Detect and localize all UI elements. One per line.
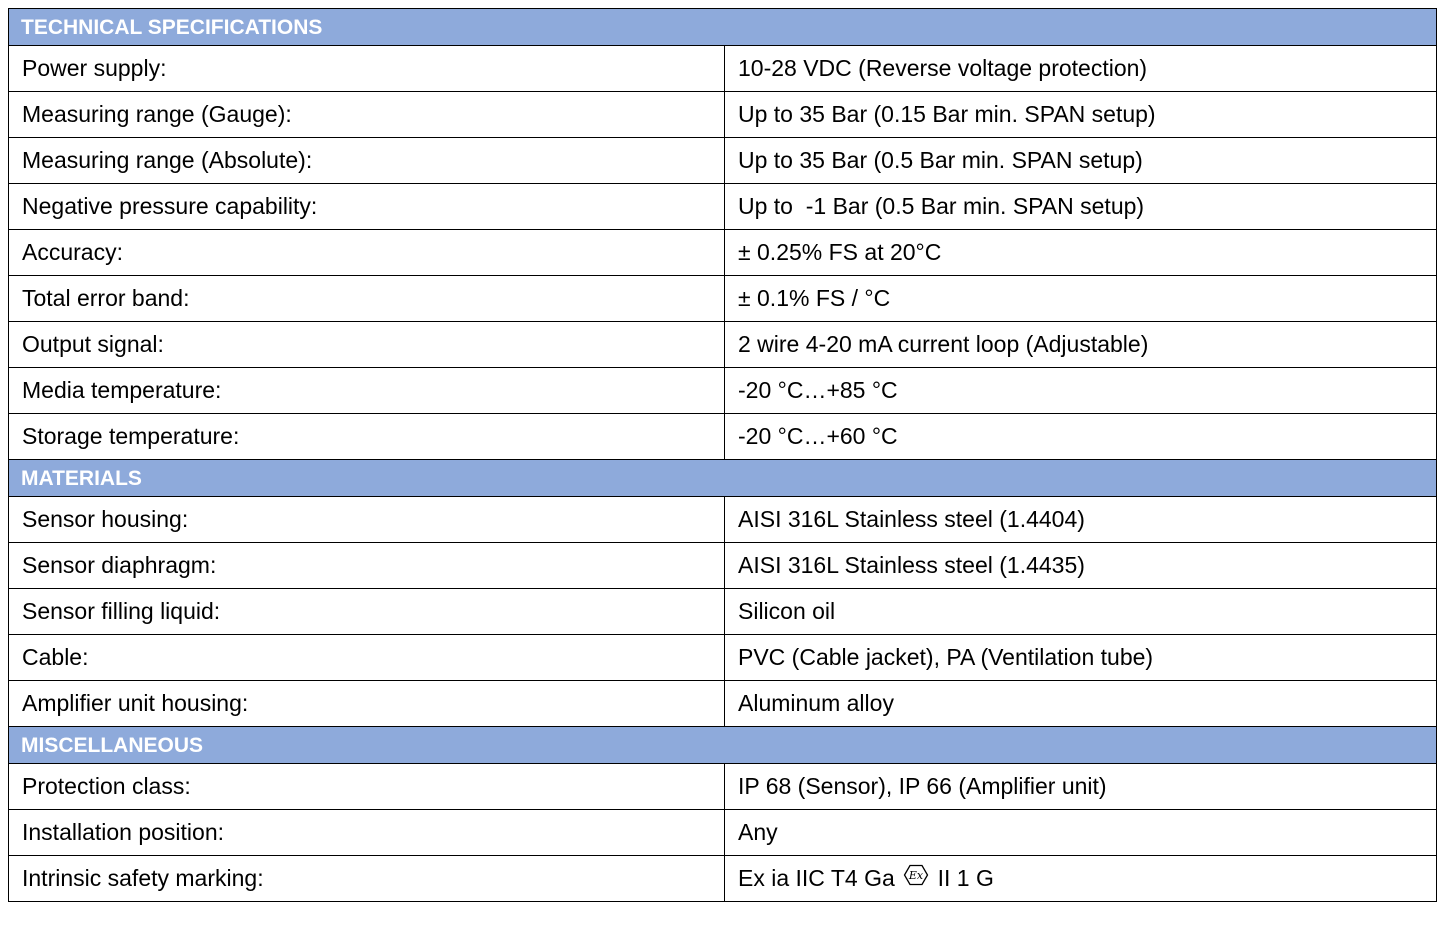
marking-text-after: II 1 G <box>937 864 994 891</box>
spec-label: Measuring range (Gauge): <box>9 92 725 138</box>
table-row <box>9 764 1437 810</box>
spec-label: Intrinsic safety marking: <box>9 856 725 902</box>
spec-label: Power supply: <box>9 46 725 92</box>
section-header-materials <box>9 460 1437 497</box>
spec-value: Up to 35 Bar (0.5 Bar min. SPAN setup) <box>725 138 1437 184</box>
spec-label: Media temperature: <box>9 368 725 414</box>
spec-value: ± 0.25% FS at 20°C <box>725 230 1437 276</box>
spec-value: Silicon oil <box>725 589 1437 635</box>
section-title: TECHNICAL SPECIFICATIONS <box>9 9 1437 46</box>
spec-label: Amplifier unit housing: <box>9 681 725 727</box>
marking-text-before: Ex ia IIC T4 Ga <box>738 864 895 891</box>
technical-specifications-table <box>8 8 1437 902</box>
spec-label: Negative pressure capability: <box>9 184 725 230</box>
table-row <box>9 497 1437 543</box>
spec-label: Protection class: <box>9 764 725 810</box>
spec-value: -20 °C…+85 °C <box>725 368 1437 414</box>
spec-label: Total error band: <box>9 276 725 322</box>
table-row <box>9 184 1437 230</box>
table-row <box>9 92 1437 138</box>
spec-value: Any <box>725 810 1437 856</box>
spec-label: Sensor housing: <box>9 497 725 543</box>
spec-value: 2 wire 4-20 mA current loop (Adjustable) <box>725 322 1437 368</box>
spec-value: ± 0.1% FS / °C <box>725 276 1437 322</box>
spec-value: 10-28 VDC (Reverse voltage protection) <box>725 46 1437 92</box>
table-row <box>9 810 1437 856</box>
spec-value: AISI 316L Stainless steel (1.4404) <box>725 497 1437 543</box>
spec-label: Storage temperature: <box>9 414 725 460</box>
svg-text:Ex: Ex <box>909 869 924 883</box>
section-header-miscellaneous <box>9 727 1437 764</box>
spec-label: Output signal: <box>9 322 725 368</box>
spec-value: Aluminum alloy <box>725 681 1437 727</box>
section-title: MISCELLANEOUS <box>9 727 1437 764</box>
spec-label: Accuracy: <box>9 230 725 276</box>
spec-label: Sensor diaphragm: <box>9 543 725 589</box>
table-row <box>9 138 1437 184</box>
table-row <box>9 856 1437 902</box>
spec-label: Installation position: <box>9 810 725 856</box>
section-header-technical-specifications <box>9 9 1437 46</box>
table-row <box>9 589 1437 635</box>
table-row <box>9 681 1437 727</box>
table-row <box>9 276 1437 322</box>
spec-label: Cable: <box>9 635 725 681</box>
table-row <box>9 368 1437 414</box>
spec-value <box>725 856 1437 902</box>
table-row <box>9 414 1437 460</box>
spec-label: Sensor filling liquid: <box>9 589 725 635</box>
spec-value: -20 °C…+60 °C <box>725 414 1437 460</box>
spec-label: Measuring range (Absolute): <box>9 138 725 184</box>
section-title: MATERIALS <box>9 460 1437 497</box>
table-row <box>9 543 1437 589</box>
spec-value: Up to -1 Bar (0.5 Bar min. SPAN setup) <box>725 184 1437 230</box>
table-row <box>9 322 1437 368</box>
table-row <box>9 46 1437 92</box>
spec-value: PVC (Cable jacket), PA (Ventilation tube) <box>725 635 1437 681</box>
spec-value: AISI 316L Stainless steel (1.4435) <box>725 543 1437 589</box>
table-row <box>9 230 1437 276</box>
table-row <box>9 635 1437 681</box>
spec-value: IP 68 (Sensor), IP 66 (Amplifier unit) <box>725 764 1437 810</box>
spec-value: Up to 35 Bar (0.15 Bar min. SPAN setup) <box>725 92 1437 138</box>
atex-ex-hexagon-icon <box>903 864 929 890</box>
